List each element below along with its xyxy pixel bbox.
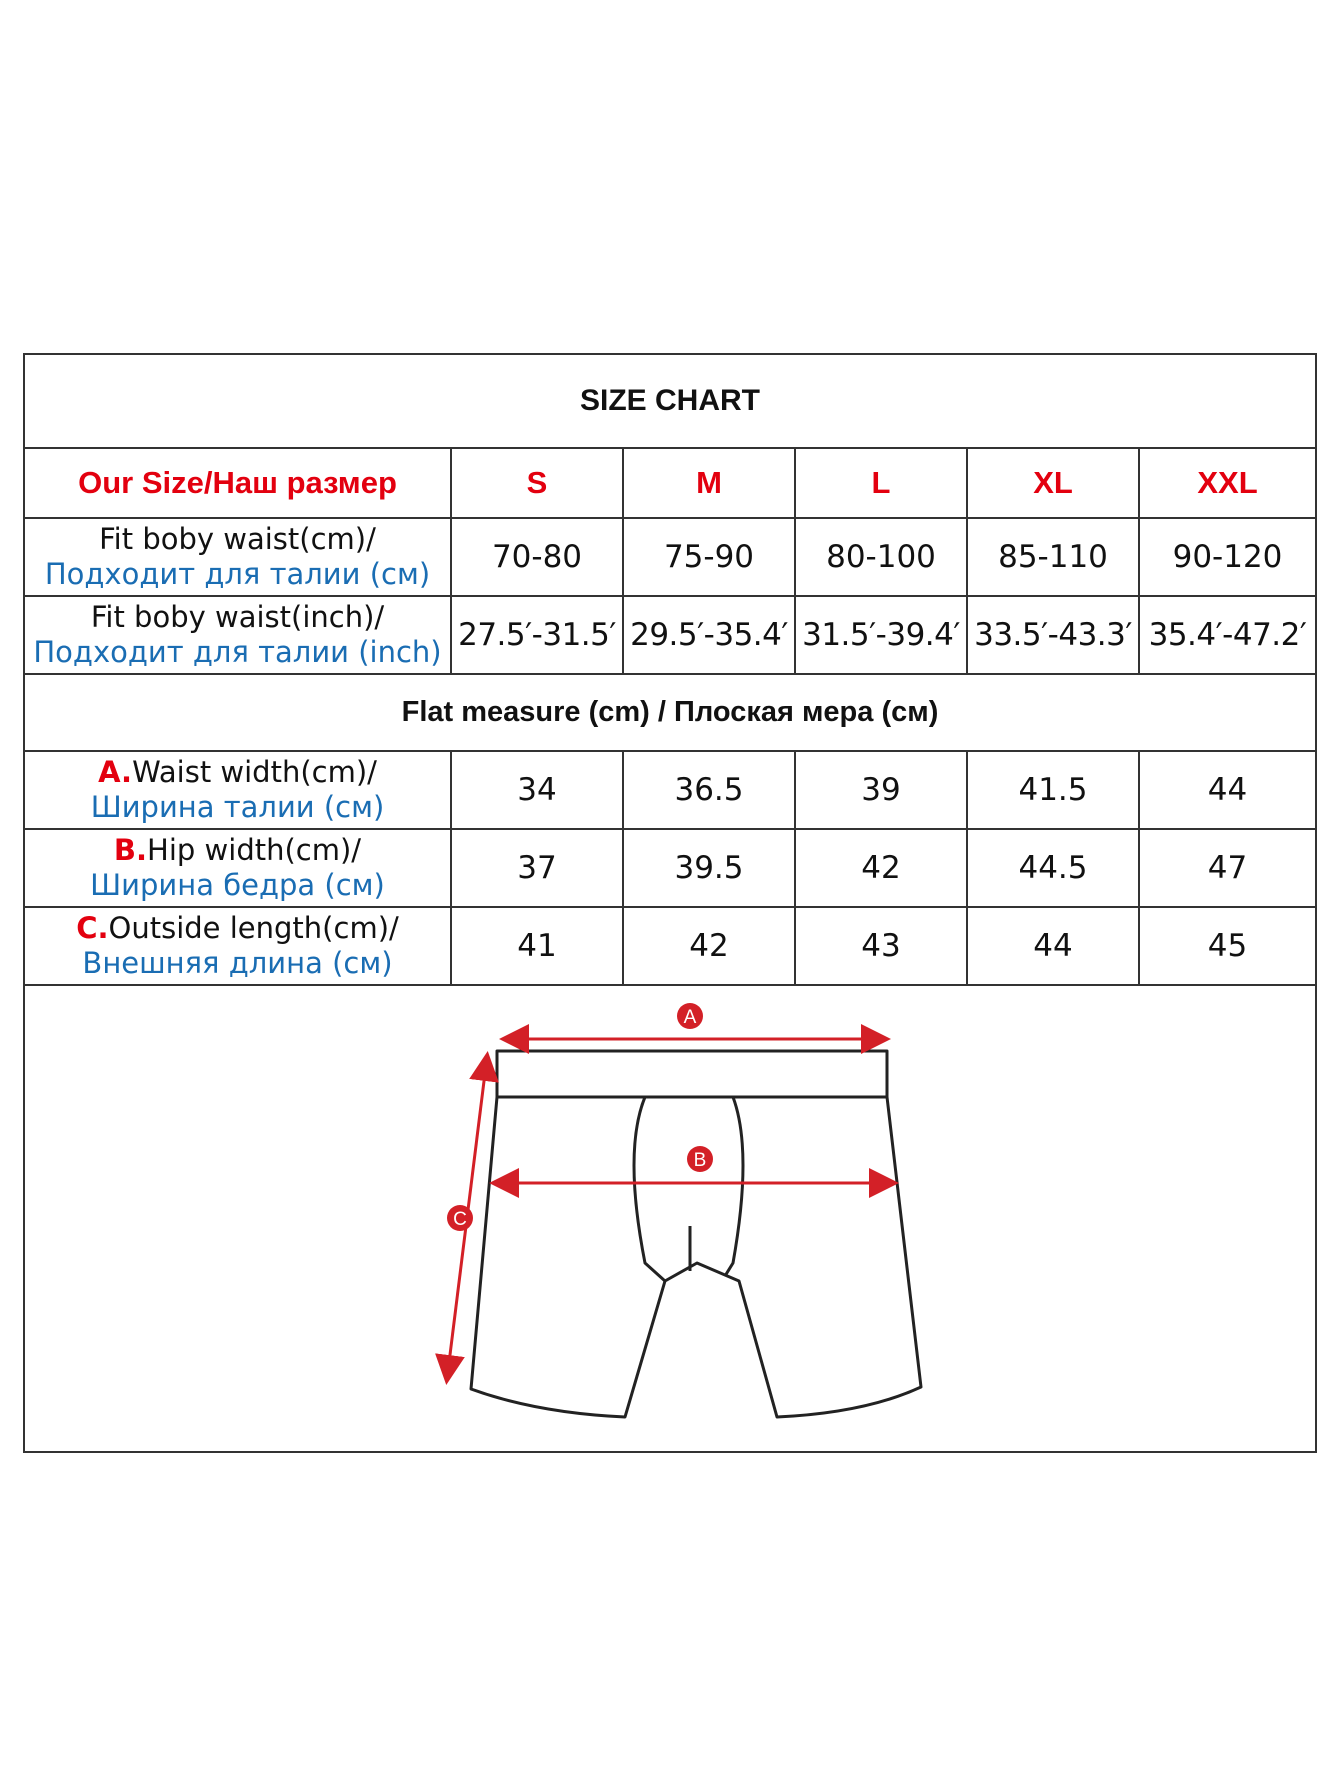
waist-width-value: 44 (1139, 751, 1315, 829)
measure-letter-c: C. (76, 911, 109, 945)
waist-cm-value: 85-110 (967, 518, 1139, 596)
hip-width-value: 47 (1139, 829, 1315, 907)
marker-a-label: A (683, 1007, 697, 1028)
hip-width-value: 42 (795, 829, 967, 907)
waist-cm-value: 90-120 (1139, 518, 1315, 596)
marker-b-label: B (693, 1150, 707, 1171)
hip-width-value: 44.5 (967, 829, 1139, 907)
hip-width-value: 39.5 (623, 829, 795, 907)
size-xl: XL (967, 448, 1139, 518)
outside-length-value: 45 (1139, 907, 1315, 985)
size-s: S (451, 448, 623, 518)
hip-width-value: 37 (451, 829, 623, 907)
chart-title: SIZE CHART (25, 355, 1315, 448)
size-xxl: XXL (1139, 448, 1315, 518)
hip-width-label-en: Hip width(cm)/ (147, 833, 362, 867)
size-chart-sheet (23, 353, 1317, 1453)
waist-width-value: 34 (451, 751, 623, 829)
waist-inch-value: 27.5′-31.5′ (451, 596, 623, 674)
waist-width-value: 36.5 (623, 751, 795, 829)
marker-b (687, 1146, 713, 1172)
outside-length-label-ru: Внешняя длина (см) (82, 946, 393, 980)
size-chart-table (25, 355, 1315, 986)
shorts-legs (471, 1097, 921, 1417)
waist-cm-label (25, 518, 451, 596)
size-header: Our Size/Наш размер (25, 448, 451, 518)
waist-inch-label-ru: Подходит для талии (inch) (33, 635, 442, 669)
outside-length-value: 43 (795, 907, 967, 985)
shorts-measurement-diagram (25, 981, 1315, 1451)
waist-width-label-en: Waist width(cm)/ (132, 755, 377, 789)
waist-cm-label-ru: Подходит для талии (см) (44, 557, 431, 591)
shorts-outline (471, 1051, 921, 1417)
measure-letter-b: B. (113, 833, 148, 867)
flat-measure-heading: Flat measure (cm) / Плоская мера (см) (25, 674, 1315, 751)
waist-cm-value: 80-100 (795, 518, 967, 596)
waist-inch-value: 35.4′-47.2′ (1139, 596, 1315, 674)
waist-inch-value: 31.5′-39.4′ (795, 596, 967, 674)
measure-letter-a: A. (98, 755, 133, 789)
marker-c-label: C (453, 1209, 467, 1230)
waist-cm-value: 70-80 (451, 518, 623, 596)
outside-length-label-en: Outside length(cm)/ (108, 911, 399, 945)
waist-inch-value: 33.5′-43.3′ (967, 596, 1139, 674)
waist-width-value: 39 (795, 751, 967, 829)
outside-length-value: 41 (451, 907, 623, 985)
waist-width-label-ru: Ширина талии (см) (90, 790, 385, 824)
waist-inch-value: 29.5′-35.4′ (623, 596, 795, 674)
outside-length-value: 44 (967, 907, 1139, 985)
waist-cm-label-en: Fit boby waist(cm)/ (99, 522, 376, 556)
outside-length-value: 42 (623, 907, 795, 985)
waistband (497, 1051, 887, 1097)
size-m: M (623, 448, 795, 518)
outside-length-label (25, 907, 451, 985)
size-l: L (795, 448, 967, 518)
hip-width-label (25, 829, 451, 907)
waist-width-value: 41.5 (967, 751, 1139, 829)
waist-width-label (25, 751, 451, 829)
hip-width-label-ru: Ширина бедра (см) (90, 868, 385, 902)
waist-inch-label-en: Fit boby waist(inch)/ (90, 600, 385, 634)
waist-cm-value: 75-90 (623, 518, 795, 596)
waist-inch-label (25, 596, 451, 674)
marker-a (677, 1003, 703, 1029)
marker-c (447, 1205, 473, 1231)
measure-arrows (447, 1039, 893, 1379)
